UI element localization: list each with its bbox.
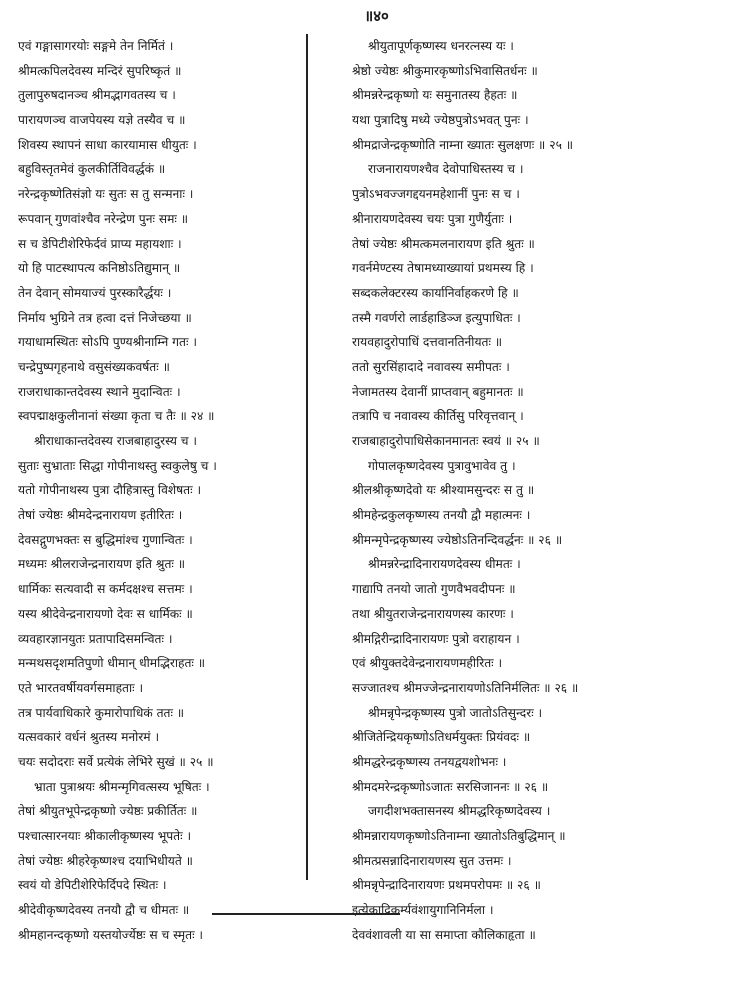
text-line: देववंशावली या सा समाप्ता कौलिकाहृता ॥ [352,927,536,942]
text-line: तत्र पार्यवाधिकारे कुमारोपाधिकं ततः ॥ [18,705,185,720]
text-line: गाद्यापि तनयो जातो गुणवैभवदीपनः ॥ [352,582,516,597]
text-line: नेजामतस्य देवानीं प्राप्तवान् बहुमानतः ॥ [352,384,524,399]
text-line: पारायणञ्च वाजपेयस्य यज्ञे तस्यैव च ॥ [18,113,186,128]
text-line: जगदीशभक्तासनस्य श्रीमद्धरिकृष्णदेवस्य । [368,804,551,819]
bottom-rule [212,913,400,915]
text-line: श्रीमन्नरेन्द्रकृष्णो यः समुनातस्य हैहतः ॥ [352,88,518,103]
text-line: गवर्नमेण्टस्य तेषामध्याख्यायां प्रथमस्य हि । [352,261,534,276]
text-line: स्वयं यो डेपिटीशेरिफेर्दिपदे स्थितः । [18,878,167,893]
page-number: ॥४० [364,7,389,25]
text-line: ततो सुरसिंहादादे नवावस्य समीपतः । [352,359,510,374]
text-line: श्रीनारायणदेवस्य चयः पुत्रा गुणैर्युताः । [352,211,513,226]
right-column [352,34,732,947]
text-line: स्वपद्माक्षकुलीनानां संख्या कृता च तैः ॥ २४ ॥ [18,409,215,424]
text-line: सज्जातश्च श्रीमज्जेन्द्रनारायणोऽतिनिर्मलितः ॥ २६ ॥ [352,680,579,695]
text-line: रायवहादुरोपाधिं दत्तवानतिनीयतः ॥ [352,335,503,350]
text-line: श्रीलश्रीकृष्णदेवो यः श्रीश्यामसुन्दरः स तु ॥ [352,483,535,498]
text-line: मन्मथसदृशमतिपुणो धीमान् धीमद्भिराहतः ॥ [18,656,206,671]
text-line: तेषां ज्येष्ठः श्रीमदेन्द्रनारायण इतीरितः । [18,508,183,523]
text-line: सुताः सुभ्राताः सिद्धा गोपीनाथस्तु स्वकुलेषु च । [18,458,217,473]
text-line: यथा पुत्रादिषु मध्ये ज्येष्ठपुत्रोऽभवत् पुनः । [352,113,529,128]
text-line: गयाधामस्थितः सोऽपि पुण्यश्रीनाम्नि गतः । [18,335,197,350]
text-line: राजबाहादुरोपाधिसेकानमानतः स्वयं ॥ २५ ॥ [352,434,540,448]
text-line: तुलापुरुषदानञ्च श्रीमद्भागवतस्य च । [18,88,176,103]
text-line: श्रीमहेन्द्रकुलकृष्णस्य तनयौ द्वौ महात्मनः । [352,508,531,523]
text-line: एते भारतवर्षीयवर्गसमाहताः । [18,680,144,695]
text-line: यतो गोपीनाथस्य पुत्रा दौहित्रास्तु विशेषतः । [18,483,202,498]
text-line: तथा श्रीयुतराजेन्द्रनारायणस्य कारणः । [352,606,514,621]
text-line: स च डेपिटीशेरिफेर्दवं प्राप्य महायशाः । [18,236,182,251]
text-line: यस्य श्रीदेवेन्द्रनारायणो देवः स धार्मिकः ॥ [18,606,193,621]
text-line: श्रीमद्गिरीन्द्रादिनारायणः पुत्रो वराहायन । [352,631,520,646]
text-line: धार्मिकः सत्यवादी स कर्मदक्षश्च सत्तमः । [18,582,193,597]
text-line: श्रीदेवीकृष्णदेवस्य तनयौ द्वौ च धीमतः ॥ [18,903,190,918]
left-column [18,34,294,947]
text-line: श्रीयुतापूर्णकृष्णस्य धनरत्नस्य यः । [368,39,514,53]
text-line: बहुविस्तृतमेवं कुलकीर्तिविवर्द्धकं ॥ [18,162,166,177]
text-line: यत्सवकारं वर्धनं श्रुतस्य मनोरमं । [18,730,160,745]
text-line: तेषां ज्येष्ठः श्रीहरेकृष्णश्च दयाभिधीयते ॥ [18,853,193,868]
text-line: चयः सदोदराः सर्वे प्रत्येकं लेभिरे सुखं ॥ २५ ॥ [18,754,214,769]
column-divider [306,34,308,880]
text-line: श्रीमन्नृपेन्द्रादिनारायणः प्रथमपरोपमः ॥ २६ ॥ [352,878,541,893]
text-line: पुत्रोऽभवज्जगद्दयनमहेशानीं पुनः स च । [352,187,520,202]
text-line: नरेन्द्रकृष्णेतिसंज्ञो यः सुतः स तु सन्मनाः । [18,187,194,202]
text-line: तेषां श्रीयुतभूपेन्द्रकृष्णो ज्येष्ठः प्रकीर्तितः ॥ [18,804,198,819]
text-line: तेन देवान् सोमयाज्यं पुरस्कारैर्द्धयः । [18,285,172,300]
text-line: तेषां ज्येष्ठः श्रीमत्कमलनारायण इति श्रुतः ॥ [352,236,535,251]
text-line: गोपालकृष्णदेवस्य पुत्रावुभावेव तु । [368,458,516,473]
text-line: श्रीमन्नृपेन्द्रकृष्णस्य पुत्रो जातोऽतिसुन्दरः । [368,705,543,720]
text-line: मध्यमः श्रीलराजेन्द्रनारायण इति श्रुतः ॥ [18,557,186,572]
text-line: राजनारायणश्चैव देवोपाधिस्तस्य च । [368,162,524,177]
text-line: इत्येकादिकर्म्यवंशायुगानिनिर्मला । [352,903,494,918]
text-line: श्रीमद्राजेन्द्रकृष्णोति नाम्ना ख्यातः सुलक्षणः ॥ २५ ॥ [352,137,574,152]
text-line: श्रीमन्मृपेन्द्रकृष्णस्य ज्येष्ठोऽतिनन्दिवर्द्धनः ॥ २६ ॥ [352,532,563,547]
text-line: राजराधाकान्तदेवस्य स्थाने मुदान्वितः । [18,384,181,399]
text-line: देवसद्गुणभक्तः स बुद्धिमांश्च गुणान्वितः । [18,532,193,547]
text-line: श्रीजितेन्द्रियकृष्णोऽतिधर्मयुक्तः प्रियंवदः ॥ [352,730,531,745]
text-line: श्रीमत्कपिलदेवस्य मन्दिरं सुपरिष्कृतं ॥ [18,63,182,78]
text-line: श्रीमदमरेन्द्रकृष्णोऽजातः सरसिजाननः ॥ २६ ॥ [352,779,549,794]
text-line: श्रीमत्प्रसन्नादिनारायणस्य सुत उत्तमः । [352,853,512,868]
text-line: श्रीराधाकान्तदेवस्य राजबाहादुरस्य च । [34,434,198,448]
text-line: चन्द्रेपुष्पगृहनाथे वसुसंख्यकवर्षतः ॥ [18,359,170,374]
text-line: तस्मै गवर्णरो लार्डहाडिञ्ज इत्युपाधितः । [352,310,521,325]
text-line: श्रीमद्धरेन्द्रकृष्णस्य तनयद्वयशोभनः । [352,754,507,769]
text-line: सब्दकलेक्टरस्य कार्यानिर्वाहकरणे हि ॥ [352,285,519,300]
text-line: यो हि पाटस्थापत्य कनिष्ठोऽतिद्युमान् ॥ [18,261,181,276]
text-line: श्रीमन्नरेन्द्रादिनारायणदेवस्य धीमतः । [368,557,521,572]
text-line: रूपवान् गुणवांश्चैव नरेन्द्रेण पुनः समः ॥ [18,211,188,226]
text-line: श्रेष्ठो ज्येष्ठः श्रीकुमारकृष्णोऽभिवासितर्धनः ॥ [352,63,538,78]
text-line: श्रीमहानन्दकृष्णो यस्तयोर्ज्येष्ठः स च स्मृतः । [18,927,204,942]
text-line: शिवस्य स्थापनं साधा कारयामास धीयुतः । [18,137,197,152]
text-line: निर्माय भुग्रिने तत्र हत्वा दत्तं निजेच्छया ॥ [18,310,192,325]
text-line: एवं श्रीयुक्तदेवेन्द्रनारायणमहीरितः । [352,656,503,671]
text-line: व्यवहारज्ञानयुतः प्रतापादिसमन्वितः । [18,631,173,646]
text-line: भ्राता पुत्राश्रयः श्रीमन्मृगिवत्सस्य भूषितः । [34,779,210,794]
text-line: पश्चात्सारनयाः श्रीकालीकृष्णस्य भूपतेः । [18,829,192,843]
text-line: तत्रापि च नवावस्य कीर्तिसु परिवृत्तवान् । [352,409,524,424]
text-line: एवं गङ्गासागरयोः सङ्गमे तेन निर्मितं । [18,39,174,53]
text-line: श्रीमन्नारायणकृष्णोऽतिनाम्ना ख्यातोऽतिबुद्धिमान् ॥ [352,829,566,843]
